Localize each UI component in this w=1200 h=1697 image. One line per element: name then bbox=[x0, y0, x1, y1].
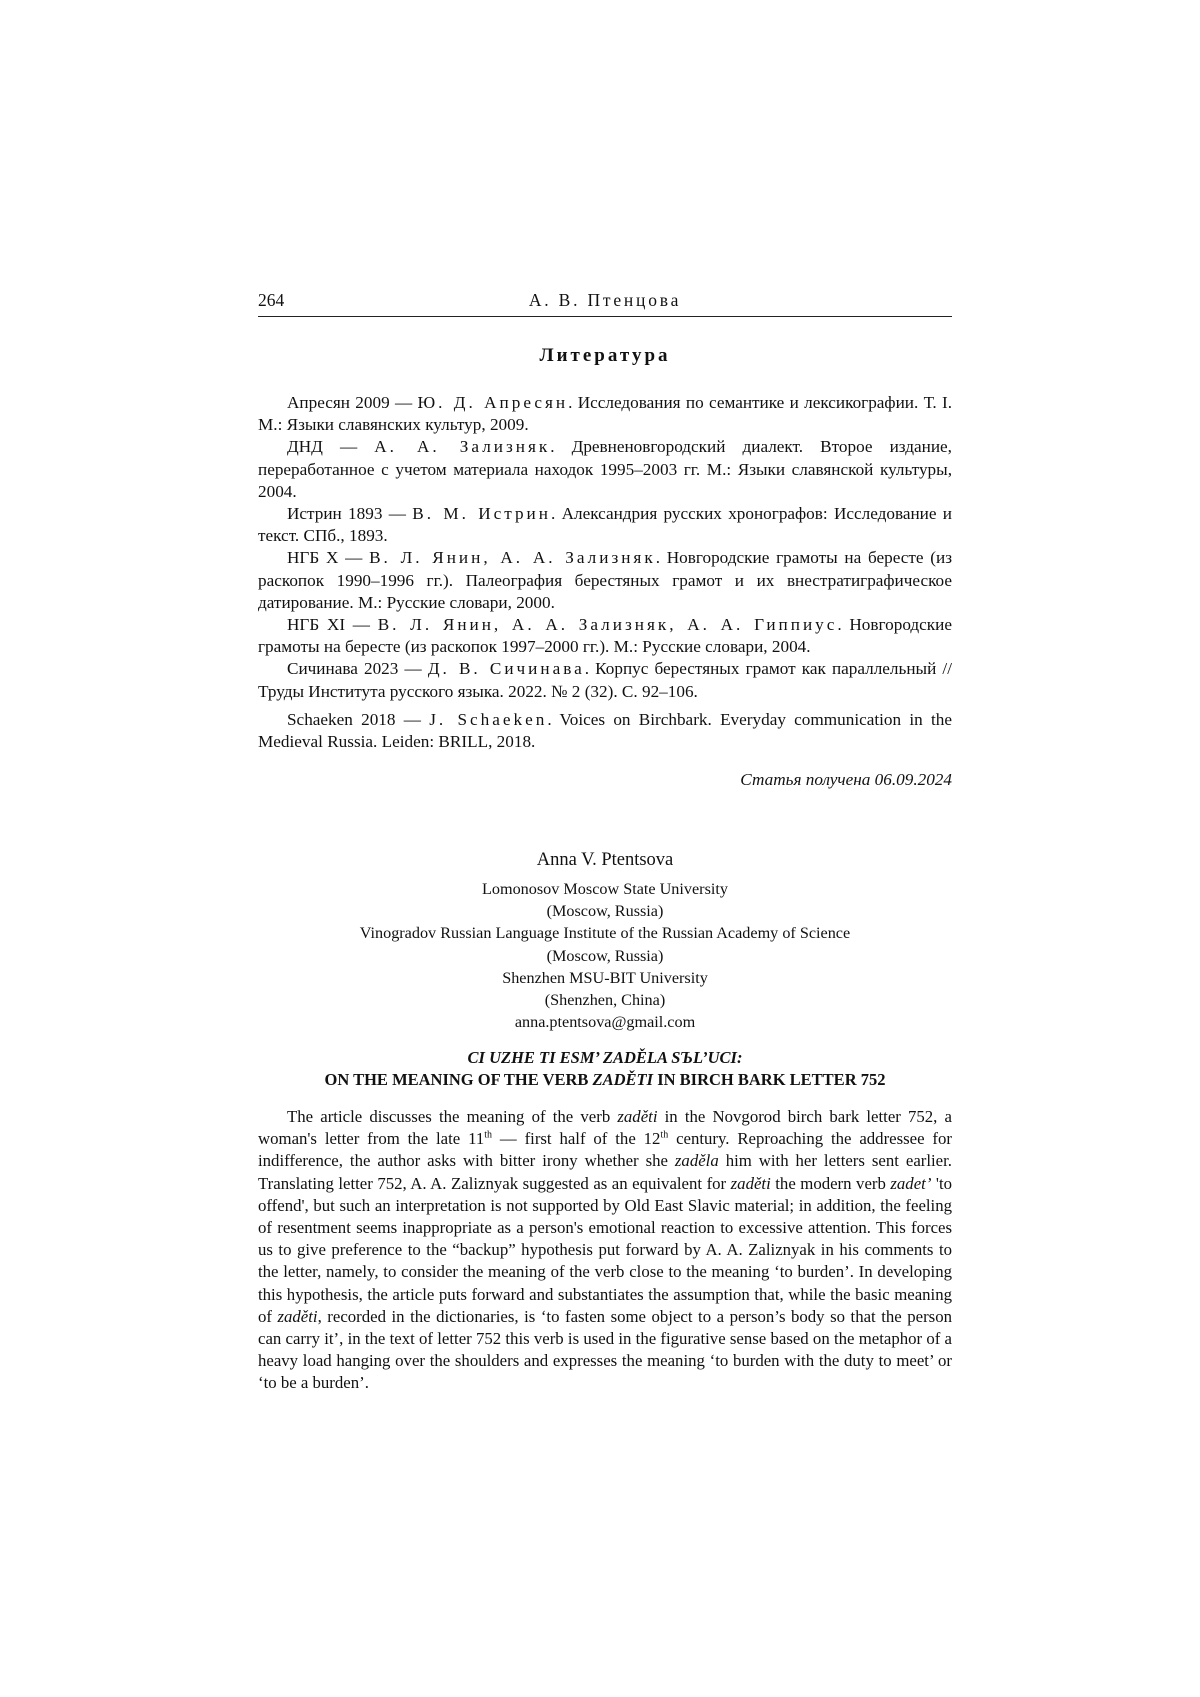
running-header bbox=[258, 288, 952, 317]
literature-heading: Литература bbox=[539, 345, 671, 366]
author-affiliations bbox=[258, 878, 952, 1033]
received-date-note: Статья получена 06.09.2024 bbox=[740, 770, 952, 789]
english-abstract: The article discusses the meaning of the verb zaděti in the Novgorod birch bark letter 752, a woman's letter from the late 11th — first half of the 12th century. Reproaching the addressee for indifference, the author asks with bitter irony whether she zaděla him with her letters sent earlier. Translating letter 752, A. A. Zaliznyak suggested as an equivalent for zaděti the modern verb zadet’ 'to offend', but such an interpretation is not supported by Old East Slavic material; in addition, the feeling of resentment seems inappropriate as a person's emotional reaction to excessive attention. This forces us to give preference to the “backup” hypothesis put forward by A. A. Zaliznyak in his comments to the letter, namely, to consider the meaning of the verb close to the meaning ‘to burden’. In developing this hypothesis, the article puts forward and substantiates the assumption that, while the basic meaning of zaděti, recorded in the dictionaries, is ‘to fasten some object to a person’s body so that the person can carry it’, in the text of letter 752 this verb is used in the figurative sense based on the metaphor of a heavy load hanging over the shoulders and expresses the meaning ‘to burden with the duty to meet’ or ‘to be a burden’. bbox=[258, 1107, 952, 1393]
title-line-2: ON THE MEANING OF THE VERB ZADĚTI IN BIRCH BARK LETTER 752 bbox=[324, 1070, 886, 1089]
affiliation-line: Lomonosov Moscow State University bbox=[482, 880, 728, 898]
reference-item: Schaeken 2018 — J. Schaeken. Voices on Birchbark. Everyday communication in the Medieval Russia. Leiden: BRILL, 2018. bbox=[258, 709, 952, 752]
reference-item: ДНД — А. А. Зализняк. Древненовгородский диалект. Второе издание, переработанное с учетом материала находок 1995–2003 гг. М.: Языки славянской культуры, 2004. bbox=[258, 437, 952, 501]
affiliation-line: (Shenzhen, China) bbox=[544, 991, 666, 1010]
english-author-name: Anna V. Ptentsova bbox=[536, 850, 674, 870]
affiliation-line: Vinogradov Russian Language Institute of the Russian Academy of Science bbox=[359, 924, 851, 943]
reference-list bbox=[258, 392, 952, 753]
page-number: 264 bbox=[258, 290, 285, 310]
reference-item: НГБ X — В. Л. Янин, А. А. Зализняк. Новгородские грамоты на бересте (из раскопок 1990–1996 гг.). Палеография берестяных грамот и их внестратиграфическое датирование. М.: Русские словари, 2000. bbox=[258, 548, 952, 612]
author-email: anna.ptentsova@gmail.com bbox=[514, 1013, 696, 1032]
affiliation-line: (Moscow, Russia) bbox=[546, 902, 664, 921]
english-article-title bbox=[258, 1047, 952, 1091]
reference-item: Апресян 2009 — Ю. Д. Апресян. Исследования по семантике и лексикографии. Т. I. М.: Языки славянских культур, 2009. bbox=[258, 393, 952, 435]
reference-item: НГБ XI — В. Л. Янин, А. А. Зализняк, А. А. Гиппиус. Новгородские грамоты на бересте (из раскопок 1997–2000 гг.). М.: Русские словари, 2004. bbox=[258, 615, 952, 657]
reference-item: Сичинава 2023 — Д. В. Сичинава. Корпус берестяных грамот как параллельный // Труды Института русского языка. 2022. № 2 (32). С. 92–106. bbox=[258, 659, 952, 701]
reference-item: Истрин 1893 — В. М. Истрин. Александрия русских хронографов: Исследование и текст. СПб., 1893. bbox=[258, 504, 953, 546]
affiliation-line: (Moscow, Russia) bbox=[546, 946, 664, 965]
title-line-1: CI UZHE TI ESM’ ZADĚLA SЪL’UCI: bbox=[467, 1048, 743, 1067]
running-author: А. В. Птенцова bbox=[528, 290, 682, 310]
affiliation-line: Shenzhen MSU-BIT University bbox=[502, 968, 708, 987]
